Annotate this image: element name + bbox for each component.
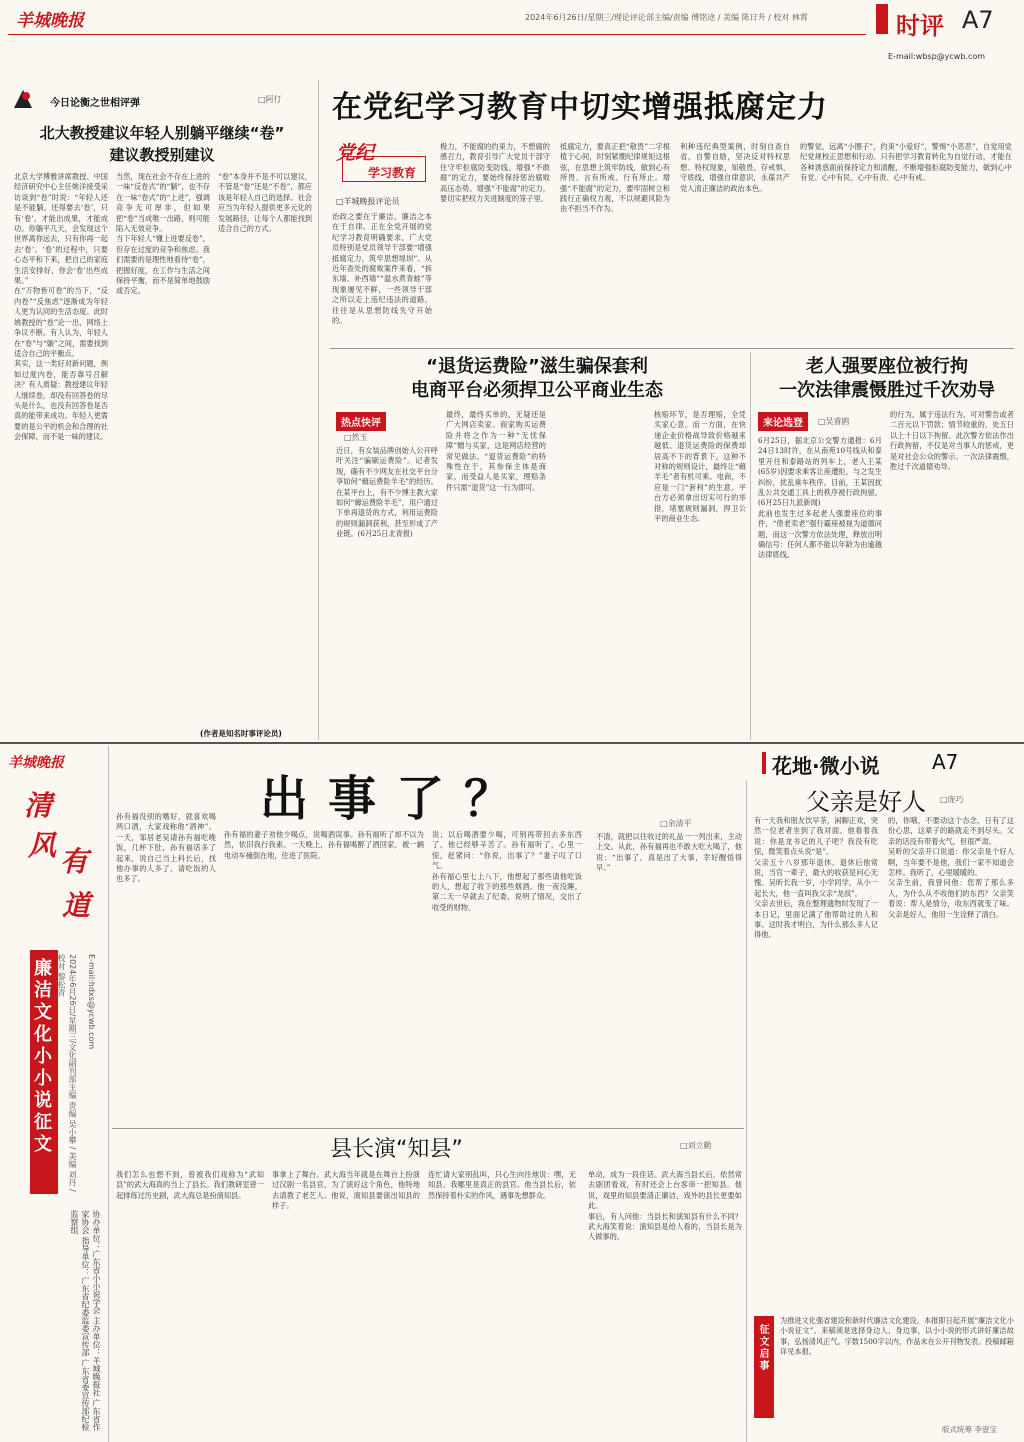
side-title: 廉洁文化小小说征文 xyxy=(31,958,52,1156)
side-organizers: 协办单位：广东省小小说学会 主办单位：羊城晚报社 广东省作家协会 指导单位：广东省纪委监委宣传部 广东省委宣传部纪检监察组 xyxy=(70,1210,101,1432)
story3-paragraph: 事拿上了舞台。武大海当年就是在舞台上扮演过汉剧一名县官，为了演好这个角色，他特地去请教了老艺人。他说，演知县要演出知县的样子。 xyxy=(272,1170,420,1211)
huadi-title-art xyxy=(18,784,98,944)
main-body-col-2 xyxy=(440,142,550,344)
seat-headline-1: 老人强要座位被行拘 xyxy=(806,356,968,377)
refund-headline-1: “退货运费险”滋生骗保套利 xyxy=(426,356,648,377)
main-body-col-4 xyxy=(680,142,790,344)
story1-byline: □余清平 xyxy=(660,819,692,828)
jinri-column-header xyxy=(8,88,308,114)
divider xyxy=(746,780,747,1442)
story1-paragraph: 孙有福心里七上八下，他想起了那些请他吃饭的人，想起了收下的那些烟酒。他一夜没睡，第二天一早就去了纪委，说明了情况，交出了收受的财物。 xyxy=(432,871,582,912)
jinri-paragraph: 当下年轻人“懂上进要反卷”，但存在过度的竞争和焦虑。我们需要的是理性地看待“卷”，把握好度，在工作与生活之间保持平衡，而不是简单地鼓励或否定。 xyxy=(116,234,210,296)
story1-paragraph: 孙有福没别的嗜好，就喜欢喝两口酒，大家戏称他“酒神”。一天，邹居老吴请孙有福吃晚饭，几杯下肚，孙有福话多了起来，说自己当上科长后，找他办事的人多了，请吃饭的人也多了。 xyxy=(116,812,216,884)
main-column-badge xyxy=(332,138,432,188)
side-email: E-mail:hdxs@ycwb.com xyxy=(87,954,96,1050)
main-body-col-3 xyxy=(560,142,670,344)
story3-paragraph: 我们怎么也想不到，曾被我们戏称为“武知县”的武大海真的当上了县长。我们教研室曾一起排练过历史剧，武大海总是扮演知县。 xyxy=(116,1170,264,1200)
masthead-date-line: 2024年6月26日/星期三/理论评论部主编/责编 傅铭途 / 美编 陈日升 / 校对 林霄 xyxy=(525,13,808,22)
main-paragraph: 极力，不能腐的约束力，不想腐的感召力，教育引导广大党员干部守住守牢拒腐防变防线。增强“不敢腐”的定力，要始终保持惩治腐败高压态势。增强“不能腐”的定力，要切实把权力关进制度的笼子里。 xyxy=(440,142,550,204)
refund-headline-2: 电商平台必须捍卫公平商业生态 xyxy=(411,380,663,401)
story2-body-col-1 xyxy=(754,816,878,1282)
seat-body-col-1 xyxy=(758,436,882,738)
refund-tag: 热点快评 xyxy=(336,412,386,431)
main-paragraph: 治政之要在于廉洁，廉洁之本在于自律。正在全党开展的党纪学习教育明确要求，广大党员特别是党员领导干部要“增强抵腐定力，筑牢思想堤坝”。从近年查处的腐败案件来看，“拆东墙、补西墙”“温水煮青蛙”等现象屡见不鲜，一些领导干部之所以走上违纪违法的道路，往往是从思想防线失守开始的。 xyxy=(332,212,432,326)
story2-body-col-2 xyxy=(888,816,1014,1282)
title-char: 有 xyxy=(60,845,89,878)
jinri-byline: □阿仃 xyxy=(258,95,282,104)
jinri-paragraph: 当然，现在社会不存在上进的一味“反卷式”的“躺”，也不存在一味“卷式”的“上进”，强调竞争无可厚非，但如果把“卷”当成唯一出路，则可能陷入无效竞争。 xyxy=(116,172,210,234)
divider xyxy=(318,80,319,740)
masthead xyxy=(0,0,1024,66)
story2-paragraph: 父亲五十八岁那年退休。退休后他常说，当官一辈子，最大的收获是问心无愧。吴昕长我一岁，小学同学，从小一起长大，他一直叫我父亲“龙叔”。 xyxy=(754,857,878,898)
title-char: 道 xyxy=(62,889,91,922)
seat-body-col-2 xyxy=(890,410,1014,738)
story3-byline: □刘立勤 xyxy=(680,1141,712,1150)
refund-body-col-4 xyxy=(654,410,746,738)
seat-tag: 来论选登 xyxy=(758,412,808,431)
refund-paragraph: 最终，最终买单的，无疑还是广大网店卖家。商家购买运费险并将之作为一种“无忧保障”赠与买家，这是网店经营的常见做法。“退货运费险”的特殊性在于，其参保主体是商家，而受益人是买家，理赔条件只需“退货”这一行为即可。 xyxy=(446,410,546,492)
story3-body-col-1 xyxy=(116,1170,264,1436)
divider xyxy=(330,348,1014,349)
story1-headline: 出事了？ xyxy=(260,771,533,827)
story2-paragraph: 有一天我和朋友饮早茶，闲聊正欢，突然一位老者坐到了我对面。他看着我说：你是龙书记的儿子吧？我没有吃惊，微笑着点头说“是”。 xyxy=(754,816,878,857)
jinri-column-title: 今日论衡之世相评弹 xyxy=(50,98,140,109)
huadi-banner xyxy=(0,744,106,1442)
jinri-paragraph: 北京大学博雅讲席教授、中国经济研究中心主任姚洋接受采访谈到“卷”时说：“年轻人还是不能躺，还得要去‘卷’，只有‘卷’，才能出成果，才能成功。你躺平几天，会发现这个世界离你远去，只有你再一起去‘卷’。‘卷’的过程中，只要心态平和下来，把自己的家庭生活安排好，你会‘卷’出些成果。” xyxy=(14,172,108,286)
jinri-headline-1: 北大教授建议年轻人别躺平继续“卷” xyxy=(39,124,285,142)
title-char: 清 xyxy=(24,789,53,822)
jinri-body-col-1 xyxy=(14,172,108,738)
story3-headline: 县长演“知县” xyxy=(330,1137,463,1162)
story2-paragraph: 吴昕的父亲开口说道：你父亲是个好人啊，当年要不是他，我们一家不知道会怎样。我听了，心里暖暖的。 xyxy=(888,847,1014,878)
jinri-paragraph: “卷”本身并不是不可以建议，不管是“卷”还是“不卷”，都应该是年轻人自己的选择。社会应当为年轻人提供更多元化的发展路径，让每个人都能找到适合自己的方式。 xyxy=(218,172,312,234)
story3-paragraph: 连忙请大家别乱叫，只心生向往地说：嘿，无知县、我哪里是真正的县官。他当县长后，依然保持着朴实的作风，遇事先想群众。 xyxy=(428,1170,576,1200)
story2-paragraph: 的，你哦，不要动这个态念，日有了这份心思，这辈子的路就走不到尽头。父亲的话没有带着火气，但很严肃。 xyxy=(888,816,1014,846)
jinri-body-col-2 xyxy=(116,172,210,738)
huadi-section-title: 花地·微小说 xyxy=(772,754,880,778)
jinri-paragraph: 其实，这一类好对新问题，例如过度内卷，能否靠号召解决？有人质疑：教授建议年轻人继续卷，却没有回答卷的尽头是什么，也没有回答卷是否真的能带来成功。年轻人更需要的是公平的机会和合理的社会保障，而不是一味的建议。 xyxy=(14,359,108,442)
masthead-rule xyxy=(8,34,866,35)
masthead-email: E-mail:wbsp@ycwb.com xyxy=(888,52,986,61)
main-body-col-1 xyxy=(332,212,432,344)
jinri-headline-2: 建议教授别建议 xyxy=(109,146,215,164)
main-headline: 在党纪学习教育中切实增强抵腐定力 xyxy=(332,90,828,125)
story3-paragraph: 事后，有人问他：当县长和演知县有什么不同？武大海笑着说：演知县是给人看的，当县长是为人做事的。 xyxy=(588,1211,742,1242)
seat-paragraph: 6月25日，据北京公交警方通报：6月24日13时许，在从南苑10号线从和泰里开往和泰路站的列车上，老人王某(65岁)因要求乘客让座遭拒，与之发生纠纷，扰乱乘车秩序。目前，王某因扰乱公共交通工具上的秩序被行政拘留。(6月25日九派新闻) xyxy=(758,436,882,508)
seat-headline-2: 一次法律震慑胜过千次劝导 xyxy=(779,380,995,401)
seat-paragraph: 此前也发生过多起老人强要座位的事件，“倚老卖老”强行霸座被视为道德问题，而这一次警方依法处理，释放出明确信号：任何人都不能以年龄为由逾越法律底线。 xyxy=(758,508,882,560)
story1-body-col-4 xyxy=(596,832,742,1124)
section-divider xyxy=(0,742,1024,744)
jinri-author-note: (作者是知名时事评论员) xyxy=(200,729,282,738)
story1-paragraph: 孙有福的妻子劝他少喝点，说喝酒误事。孙有福听了却不以为然，依旧我行我素。一天晚上，孙有福喝醉了酒回家，被一辆电动车撞倒在地，住进了医院。 xyxy=(224,830,424,860)
refund-body-col-3 xyxy=(554,410,646,738)
story2-headline: 父亲是好人 xyxy=(806,788,926,816)
divider xyxy=(108,746,109,1442)
story2-paragraph: 父亲生前，我曾问他：您帮了那么多人，为什么从不收他们的东西？父亲笑着说：帮人是情分，收东西就变了味。父亲是好人，他用一生诠释了清白。 xyxy=(888,878,1014,919)
jinri-paragraph: 在“万物皆可卷”的当下，“反内卷”“反焦虑”逐渐成为年轻人更为认同的生活态度。此时姚教授的“卷”论一出，网络上争议不断。有人认为，年轻人在“卷”与“躺”之间，需要找到适合自己的平衡点。 xyxy=(14,286,108,358)
story3-body-col-2 xyxy=(272,1170,420,1436)
story3-body-col-3 xyxy=(428,1170,576,1436)
refund-byline: □然玉 xyxy=(344,433,368,442)
badge-text-1: 党纪 xyxy=(336,142,375,164)
refund-paragraph: 核赔环节，是否理赔，全凭买家心意。而一方面，在快递企业价格战导致价格越来越低、退货运费险的保费却居高不下的背景下，这种不对称的规则设计，最终让“薅羊毛”者有机可乘。电商，不应是一门“套利”的生意。平台方必须拿出切实可行的举措，堵塞规则漏洞，捍卫公平的商业生态。 xyxy=(654,410,746,524)
story1-paragraph: 说；以后喝酒要少喝，可别再带回去多东西了，他已经够辛苦了。孙有福听了，心里一惊，赶紧问：“你说，出事了？”妻子叹了口气。 xyxy=(432,830,582,871)
story3-body-col-4 xyxy=(588,1170,742,1436)
section-badge xyxy=(876,4,888,34)
refund-body-col-2 xyxy=(446,410,546,738)
notice-tag: 征文启事 xyxy=(757,1324,768,1372)
story3-paragraph: 单动，成为一段佳话。武大海当县长后，依然常去剧团看戏，有时还会上台客串一把知县。他说，戏里的知县要清正廉洁，戏外的县长更要如此。 xyxy=(588,1170,742,1211)
divider xyxy=(750,352,751,740)
main-paragraph: 利种违纪典型案例，时刻自查自省，自警自励，坚决反对特权思想、特权现象，知敬畏、存戒惧、守底线，增强自律意识，永葆共产党人清正廉洁的政治本色。 xyxy=(680,142,790,193)
section-title: 时评 xyxy=(896,12,944,40)
huadi-logo: 羊城晚报 xyxy=(8,755,64,771)
refund-paragraph: 近日，有女装品牌创始人公开呼吁关注“骗刷运费险”。记者发现，确有不少网友在社交平台分享如何“薅运费险羊毛”的经历。在某平台上，有不少博主教大家如何“薅运费险羊毛”，用户通过下单再退货的方式，利用运费险的规则漏洞获利，甚至形成了产业链。(6月25日北青报) xyxy=(336,446,438,539)
story1-paragraph: 不清，就把以往收过的礼品一一列出来，主动上交。从此，孙有福再也不敢大吃大喝了，他说：“出事了，真是出了大事，幸好醒悟得早。” xyxy=(596,832,742,873)
seat-byline: □吴睿鸥 xyxy=(818,417,850,426)
main-paragraph: 抵腐定力，要真正把“敬畏”二字根植于心间，时刻紧绷纪律规矩这根弦，在思想上筑牢防线，做到心有所畏、言有所戒、行有所止。增强“不能腐”的定力，要牢固树立和践行正确权力观，不以规避风险为由不担当不作为。 xyxy=(560,142,670,214)
divider xyxy=(112,1128,744,1129)
page-number: A7 xyxy=(962,6,994,34)
seat-paragraph: 的行为，属于违法行为，可对警告或者二百元以下罚款；情节较重的，处五日以上十日以下拘留。此次警方依法作出行政拘留，不仅是对当事人的惩戒，更是对社会公众的警示。一次法律震慑，胜过千次道德劝导。 xyxy=(890,410,1014,472)
notice-box xyxy=(752,1316,1016,1422)
refund-body-col-1 xyxy=(336,446,438,738)
jinri-body-col-3 xyxy=(218,172,312,728)
notice-text: 为推进文化强省建设和新时代廉洁文化建设，本报即日起开展“廉洁文化小小说征文”。来稿须是选择身边人、身边事，以小小说的形式讲好廉洁故事，弘扬清风正气。字数1500字以内，作品未在公开刊物发表。投稿邮箱详见本报。 xyxy=(780,1316,1014,1357)
story1-body-col-2 xyxy=(224,830,424,1124)
title-char: 风 xyxy=(28,829,57,862)
badge-text-2: 学习教育 xyxy=(368,166,417,180)
huadi-page-number: A7 xyxy=(932,750,959,774)
masthead-logo: 羊城晚报 xyxy=(16,11,84,31)
side-info: 2024年6月26日/星期三/文化副刊部主编 责编 吴小攀 / 美编 刘丹 / 校对 黎松青 xyxy=(57,954,77,1192)
main-body-col-5 xyxy=(800,142,1012,344)
story2-byline: □庞巧 xyxy=(940,795,964,804)
editor-note: 版式统筹 李壹宝 xyxy=(942,1425,997,1434)
huadi-section-marker xyxy=(762,752,766,774)
story1-body-col-3 xyxy=(432,830,582,1124)
jinri-icon xyxy=(12,88,32,108)
story1-body-col-1 xyxy=(116,812,216,1124)
main-byline: □羊城晚报评论员 xyxy=(336,197,400,206)
story2-paragraph: 父亲去世后，我在整理遗物时发现了一本日记，里面记满了他帮助过的人和事。这时我才明白，为什么那么多人记得他。 xyxy=(754,899,878,940)
main-paragraph: 的警觉，远离“小圈子”，约束“小爱好”，警惕“小恶恶”，自觉用党纪党规校正思想和行动。只有把学习教育转化为自觉行动，才能在各种诱惑面前保持定力和清醒，不断增强拒腐防变能力，做到心中有党、心中有民、心中有责、心中有戒。 xyxy=(800,142,1012,183)
